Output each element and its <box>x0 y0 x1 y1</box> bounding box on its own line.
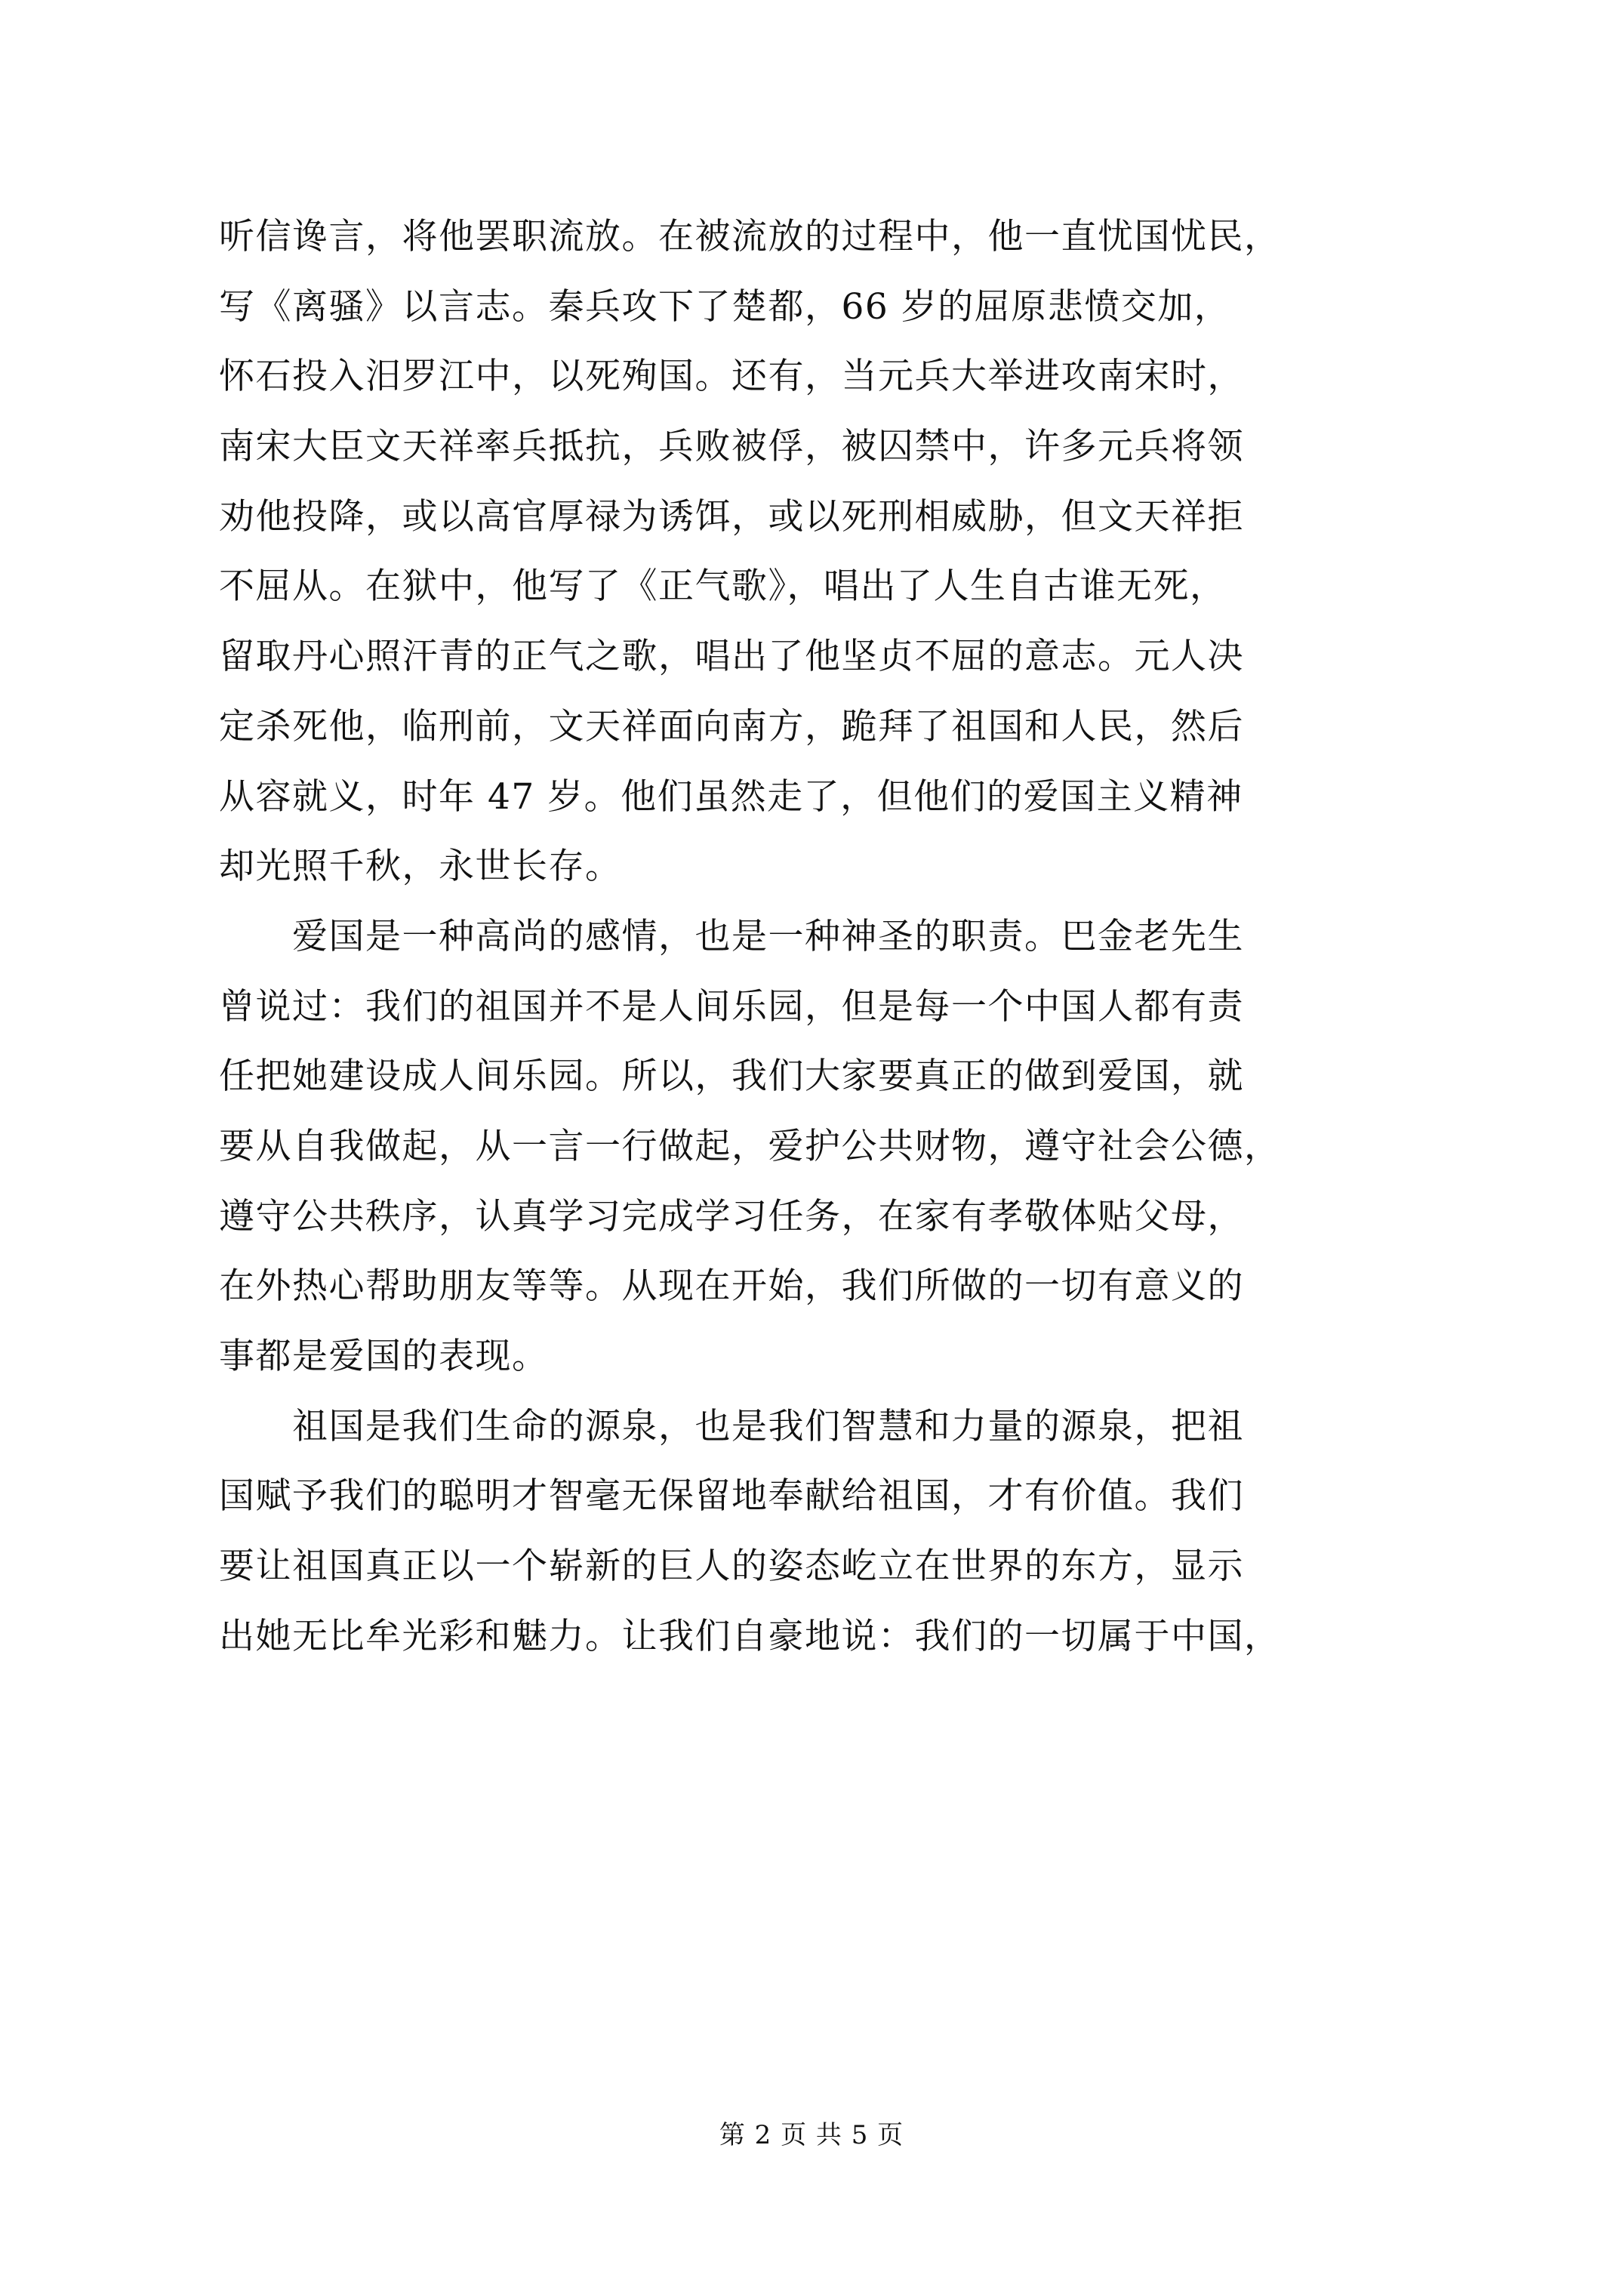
page-number-footer: 第 2 页 共 5 页 <box>719 2120 904 2150</box>
text-line: 事都是爱国的表现。 <box>219 1336 549 1377</box>
text-line: 却光照千秋，永世长存。 <box>219 846 622 888</box>
text-line: 遵守公共秩序，认真学习完成学习任务，在家有孝敬体贴父母， <box>219 1195 1244 1237</box>
text-line: 曾说过：我们的祖国并不是人间乐园，但是每一个中国人都有责 <box>219 985 1244 1028</box>
text-line: 国赋予我们的聪明才智毫无保留地奉献给祖国，才有价值。我们 <box>219 1475 1244 1518</box>
text-line: 留取丹心照汗青的正气之歌，唱出了他坚贞不屈的意志。元人决 <box>219 636 1244 678</box>
text-line: 祖国是我们生命的源泉，也是我们智慧和力量的源泉，把祖 <box>219 1405 1244 1447</box>
text-line: 南宋大臣文天祥率兵抵抗，兵败被俘，被囚禁中，许多元兵将领 <box>219 426 1244 468</box>
text-line: 不屈从。在狱中，他写了《正气歌》，唱出了人生自古谁无死， <box>219 566 1227 608</box>
text-line: 从容就义，时年 47 岁。他们虽然走了，但他们的爱国主义精神 <box>219 775 1243 818</box>
text-line: 在外热心帮助朋友等等。从现在开始，我们所做的一切有意义的 <box>219 1265 1244 1308</box>
text-line: 要让祖国真正以一个崭新的巨人的姿态屹立在世界的东方，显示 <box>219 1546 1244 1588</box>
text-line: 要从自我做起，从一言一行做起，爱护公共财物，遵守社会公德， <box>219 1125 1281 1167</box>
text-line: 听信谗言，将他罢职流放。在被流放的过程中，他一直忧国忧民， <box>219 216 1281 257</box>
text-line: 劝他投降，或以高官厚禄为诱饵，或以死刑相威胁，但文天祥拒 <box>219 495 1244 538</box>
text-line: 任把她建设成人间乐园。所以，我们大家要真正的做到爱国，就 <box>219 1056 1244 1098</box>
text-line: 出她无比牟光彩和魅力。让我们自豪地说：我们的一切属于中国， <box>219 1615 1281 1657</box>
body-text <box>219 202 1434 1672</box>
text-line: 写《离骚》以言志。秦兵攻下了楚都，66 岁的屈原悲愤交加， <box>219 285 1231 328</box>
text-line: 怀石投入汨罗江中，以死殉国。还有，当元兵大举进攻南宋时， <box>219 356 1244 398</box>
text-line: 定杀死他，临刑前，文天祥面向南方，跪拜了祖国和人民，然后 <box>219 705 1244 747</box>
text-line: 爱国是一种高尚的感情，也是一种神圣的职责。巴金老先生 <box>219 915 1244 957</box>
